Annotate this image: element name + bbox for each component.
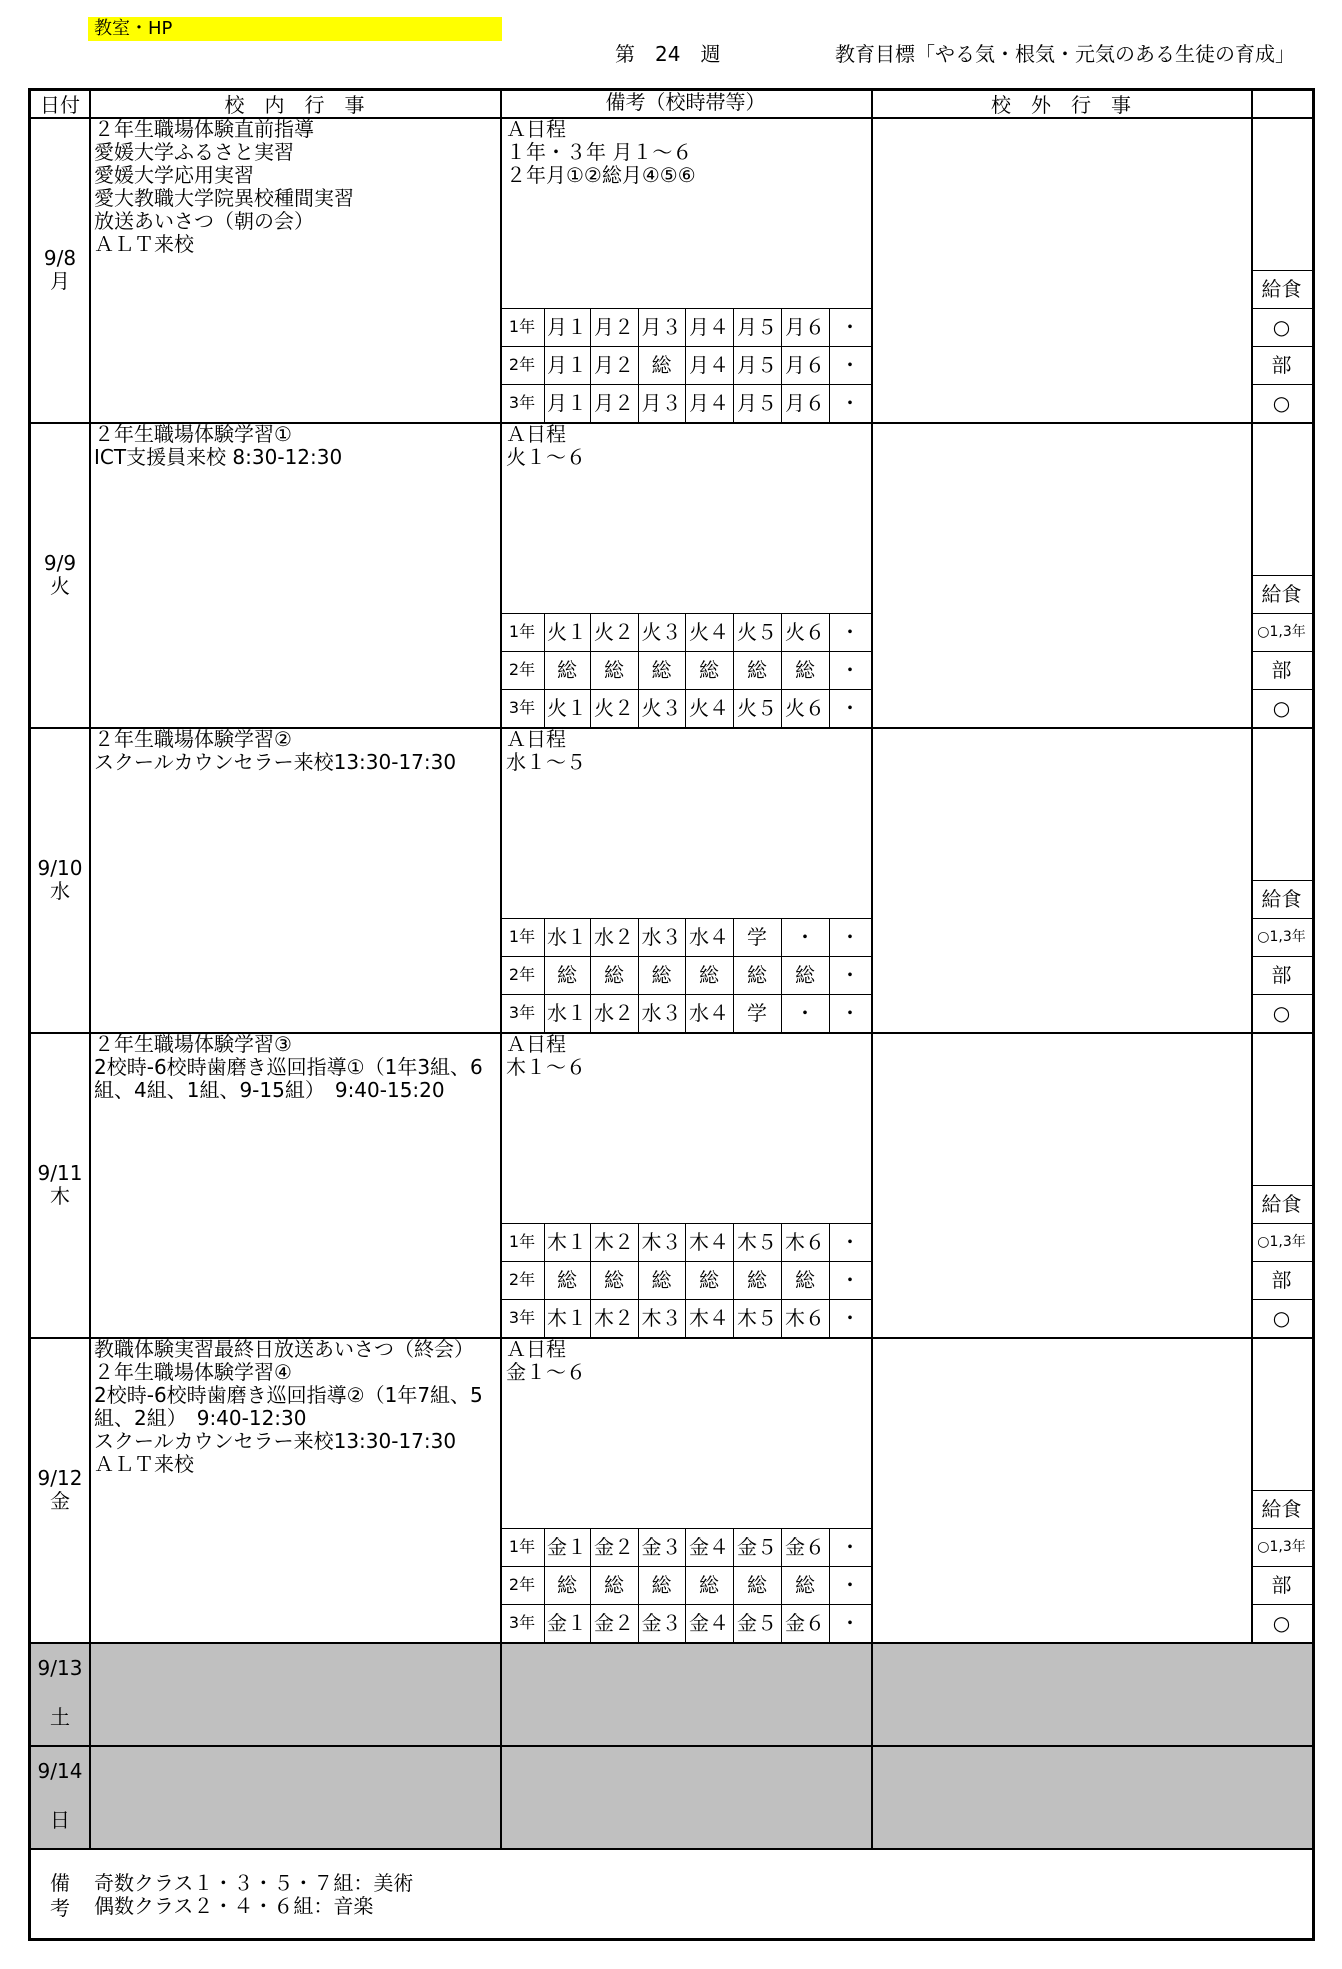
school-event-line: 愛媛大学ふるさと実習 (94, 140, 294, 164)
schedule-period-cell: ・ (840, 620, 860, 644)
schedule-period-cell: ・ (840, 1230, 860, 1254)
side-status-cell: ○ (1272, 1611, 1291, 1635)
day-date: 9/10 (37, 856, 83, 880)
schedule-period-cell: 月５ (737, 315, 777, 339)
weekend-date: 9/13 (37, 1656, 83, 1680)
schedule-period-cell: ・ (840, 1306, 860, 1330)
schedule-col-divider (544, 918, 545, 1032)
schedule-period-cell: 木６ (785, 1306, 825, 1330)
schedule-period-cell: 総 (795, 963, 815, 987)
schedule-period-cell: 総 (651, 963, 672, 987)
day-weekday: 月 (50, 269, 70, 293)
schedule-period-cell: 総 (747, 963, 767, 987)
schedule-year-label: 3年 (508, 1003, 536, 1022)
schedule-period-cell: 総 (651, 1573, 672, 1597)
schedule-period-cell: 総 (747, 1573, 767, 1597)
schedule-period-cell: ・ (840, 315, 860, 339)
schedule-period-cell: ・ (840, 658, 860, 682)
schedule-period-cell: ・ (840, 925, 860, 949)
schedule-period-cell: 月４ (689, 391, 729, 415)
schedule-period-cell: 金４ (689, 1611, 729, 1635)
schedule-col-divider (829, 918, 830, 1032)
schedule-col-divider (829, 1223, 830, 1337)
schedule-period-cell: 木１ (547, 1306, 587, 1330)
side-status-cell: ○1,3年 (1257, 929, 1306, 945)
column-header-outside-events: 校 外 行 事 (991, 93, 1131, 117)
side-status-cell: ○ (1272, 696, 1291, 720)
schedule-period-cell: 金６ (785, 1535, 825, 1559)
remarks-line: 金１～６ (506, 1360, 586, 1384)
schedule-period-cell: ・ (840, 963, 860, 987)
remarks-line: Ａ日程 (506, 422, 566, 446)
schedule-period-cell: 火３ (641, 620, 682, 644)
schedule-period-cell: 総 (795, 1268, 815, 1292)
school-event-line: 組、4組、1組、9-15組） 9:40-15:20 (94, 1078, 445, 1102)
schedule-period-cell: ・ (840, 1573, 860, 1597)
schedule-year-label: 2年 (508, 355, 536, 374)
schedule-col-divider (638, 918, 639, 1032)
side-status-cell: 給食 (1261, 887, 1302, 911)
schedule-period-cell: 金２ (594, 1535, 634, 1559)
day-weekday: 金 (50, 1489, 70, 1513)
schedule-period-cell: 火３ (641, 696, 682, 720)
schedule-period-cell: 総 (557, 658, 577, 682)
day-divider (31, 1642, 1312, 1644)
classroom-hp-tag: 教室・HP (88, 17, 502, 41)
day-weekday: 木 (50, 1184, 70, 1208)
schedule-col-divider (590, 1528, 591, 1642)
weekend-date: 9/14 (37, 1759, 83, 1783)
remarks-column-divider (871, 88, 873, 1848)
schedule-col-divider (544, 1223, 545, 1337)
schedule-period-cell: 水２ (594, 925, 634, 949)
schedule-period-cell: 月３ (641, 315, 682, 339)
schedule-period-cell: 火５ (737, 696, 777, 720)
schedule-period-cell: 木２ (594, 1306, 634, 1330)
schedule-col-divider (685, 1528, 686, 1642)
schedule-col-divider (733, 308, 734, 422)
schedule-period-cell: 月５ (737, 353, 777, 377)
schedule-col-divider (733, 918, 734, 1032)
schedule-col-divider (781, 1223, 782, 1337)
schedule-year-label: 2年 (508, 1270, 536, 1289)
schedule-year-label: 1年 (508, 317, 536, 336)
schedule-period-cell: 火４ (689, 620, 729, 644)
school-event-line: ２年生職場体験学習③ (94, 1032, 292, 1056)
schedule-period-cell: 木６ (785, 1230, 825, 1254)
schedule-period-cell: 金１ (547, 1535, 587, 1559)
schedule-col-divider (590, 613, 591, 727)
schedule-period-cell: 木４ (689, 1230, 729, 1254)
day-date: 9/9 (43, 551, 77, 575)
schedule-col-divider (590, 918, 591, 1032)
notes-line: 偶数クラス２・４・６組：音楽 (94, 1894, 374, 1918)
school-event-line: ２年生職場体験学習② (94, 727, 292, 751)
schedule-period-cell: 総 (747, 658, 767, 682)
schedule-col-divider (781, 613, 782, 727)
schedule-period-cell: 総 (651, 1268, 672, 1292)
education-goal: 教育目標「やる気・根気・元気のある生徒の育成」 (835, 42, 1295, 66)
schedule-period-cell: ・ (840, 391, 860, 415)
school-event-line: 放送あいさつ（朝の会） (94, 209, 314, 233)
schedule-period-cell: 総 (604, 658, 624, 682)
schedule-period-cell: 木１ (547, 1230, 587, 1254)
school-event-line: ２年生職場体験学習④ (94, 1360, 292, 1384)
remarks-line: Ａ日程 (506, 727, 566, 751)
schedule-period-cell: 総 (604, 963, 624, 987)
schedule-period-cell: 木３ (641, 1230, 682, 1254)
schedule-period-cell: 金４ (689, 1535, 729, 1559)
schedule-year-label: 1年 (508, 1537, 536, 1556)
schedule-period-cell: 火４ (689, 696, 729, 720)
schedule-col-divider (685, 918, 686, 1032)
schedule-period-cell: 月１ (547, 391, 587, 415)
schedule-period-cell: 総 (557, 963, 577, 987)
schedule-col-divider (638, 308, 639, 422)
schedule-col-divider (733, 1528, 734, 1642)
schedule-period-cell: 火２ (594, 620, 634, 644)
school-event-line: 愛大教職大学院異校種間実習 (94, 186, 354, 210)
column-header-remarks: 備考（校時帯等） (605, 90, 766, 114)
school-event-line: ＡＬＴ来校 (94, 1452, 194, 1476)
schedule-period-cell: 木３ (641, 1306, 682, 1330)
schedule-col-divider (590, 308, 591, 422)
schedule-period-cell: ・ (840, 1268, 860, 1292)
remarks-line: ２年月①②総月④⑤⑥ (506, 163, 696, 187)
school-event-line: 2校時-6校時歯磨き巡回指導②（1年7組、5 (94, 1383, 483, 1407)
remarks-line: 火１～６ (506, 445, 586, 469)
schedule-period-cell: 総 (795, 1573, 815, 1597)
school-event-line: ２年生職場体験直前指導 (94, 117, 314, 141)
schedule-col-divider (733, 1223, 734, 1337)
schedule-period-cell: 火１ (547, 696, 587, 720)
weekend-divider (31, 1848, 1312, 1850)
side-status-cell: ○ (1272, 1306, 1291, 1330)
side-status-cell: 給食 (1261, 277, 1302, 301)
schedule-period-cell: 月２ (594, 353, 634, 377)
schedule-period-cell: ・ (840, 696, 860, 720)
schedule-period-cell: 水３ (641, 925, 682, 949)
schedule-period-cell: 水４ (689, 1001, 729, 1025)
weekend-weekday: 土 (50, 1705, 70, 1729)
side-status-cell: 部 (1271, 353, 1292, 377)
day-date: 9/12 (37, 1466, 83, 1490)
schedule-period-cell: 月３ (641, 391, 682, 415)
schedule-period-cell: 火２ (594, 696, 634, 720)
schedule-period-cell: ・ (840, 1001, 860, 1025)
schedule-col-divider (590, 1223, 591, 1337)
schedule-col-divider (781, 308, 782, 422)
side-status-cell: ○ (1272, 391, 1291, 415)
schedule-period-cell: 総 (747, 1268, 767, 1292)
schedule-period-cell: 木４ (689, 1306, 729, 1330)
schedule-col-divider (781, 1528, 782, 1642)
schedule-period-cell: 木５ (737, 1230, 777, 1254)
schedule-col-divider (685, 308, 686, 422)
schedule-period-cell: 学 (747, 1001, 767, 1025)
day-date: 9/8 (43, 246, 77, 270)
schedule-year-label: 1年 (508, 1232, 536, 1251)
schedule-period-cell: 総 (699, 1573, 719, 1597)
remarks-line: Ａ日程 (506, 1337, 566, 1361)
side-status-cell: 給食 (1261, 1192, 1302, 1216)
schedule-col-divider (685, 613, 686, 727)
side-status-cell: ○1,3年 (1257, 1234, 1306, 1250)
schedule-year-label: 3年 (508, 393, 536, 412)
outside-column-divider (1251, 88, 1253, 1642)
events-column-divider (500, 88, 502, 1848)
schedule-col-divider (638, 613, 639, 727)
school-event-line: 教職体験実習最終日放送あいさつ（終会） (94, 1337, 474, 1361)
schedule-period-cell: 金２ (594, 1611, 634, 1635)
schedule-period-cell: 月２ (594, 391, 634, 415)
day-weekday: 水 (50, 879, 70, 903)
schedule-period-cell: ・ (840, 1535, 860, 1559)
schedule-period-cell: 総 (557, 1268, 577, 1292)
remarks-line: １年・３年 月１～６ (506, 140, 693, 164)
schedule-col-divider (544, 1528, 545, 1642)
schedule-period-cell: 水２ (594, 1001, 634, 1025)
side-status-cell: ○1,3年 (1257, 1539, 1306, 1555)
schedule-col-divider (638, 1528, 639, 1642)
schedule-period-cell: 金５ (737, 1535, 777, 1559)
schedule-period-cell: 火６ (785, 696, 825, 720)
schedule-period-cell: 総 (699, 963, 719, 987)
column-header-school-events: 校 内 行 事 (224, 93, 365, 117)
school-event-line: ２年生職場体験学習① (94, 422, 292, 446)
schedule-period-cell: 月６ (785, 353, 825, 377)
schedule-period-cell: 水１ (547, 1001, 587, 1025)
schedule-col-divider (544, 613, 545, 727)
notes-label: 考 (50, 1896, 70, 1920)
schedule-year-label: 2年 (508, 965, 536, 984)
schedule-period-cell: 総 (699, 658, 719, 682)
schedule-year-label: 2年 (508, 660, 536, 679)
side-status-cell: 部 (1271, 1268, 1292, 1292)
schedule-period-cell: 総 (557, 1573, 577, 1597)
weekly-schedule-table (28, 88, 1315, 1941)
weekend-weekday: 日 (50, 1808, 70, 1832)
remarks-line: 水１～５ (506, 750, 586, 774)
schedule-period-cell: 月１ (547, 353, 587, 377)
side-status-cell: 部 (1271, 963, 1292, 987)
date-column-divider (89, 88, 91, 1848)
schedule-period-cell: 学 (747, 925, 767, 949)
schedule-period-cell: 火６ (785, 620, 825, 644)
schedule-period-cell: 総 (651, 658, 672, 682)
day-weekday: 火 (50, 574, 70, 598)
schedule-period-cell: 金５ (737, 1611, 777, 1635)
schedule-period-cell: 総 (651, 353, 672, 377)
schedule-col-divider (685, 1223, 686, 1337)
school-event-line: 2校時-6校時歯磨き巡回指導①（1年3組、6 (94, 1055, 483, 1079)
schedule-period-cell: 金３ (641, 1535, 682, 1559)
schedule-period-cell: 金３ (641, 1611, 682, 1635)
schedule-year-label: 3年 (508, 1308, 536, 1327)
schedule-col-divider (781, 918, 782, 1032)
schedule-year-label: 2年 (508, 1575, 536, 1594)
side-status-cell: ○ (1272, 1001, 1291, 1025)
side-status-cell: 給食 (1261, 582, 1302, 606)
notes-line: 奇数クラス１・３・５・７組：美術 (94, 1871, 414, 1895)
schedule-year-label: 3年 (508, 698, 536, 717)
day-date: 9/11 (37, 1161, 83, 1185)
school-event-line: ＡＬＴ来校 (94, 232, 194, 256)
schedule-period-cell: ・ (840, 353, 860, 377)
schedule-year-label: 1年 (508, 927, 536, 946)
schedule-col-divider (544, 308, 545, 422)
schedule-period-cell: 月６ (785, 315, 825, 339)
schedule-period-cell: 火５ (737, 620, 777, 644)
side-status-cell: ○1,3年 (1257, 624, 1306, 640)
schedule-period-cell: 月５ (737, 391, 777, 415)
schedule-period-cell: 総 (795, 658, 815, 682)
schedule-year-label: 3年 (508, 1613, 536, 1632)
side-status-cell: ○ (1272, 315, 1291, 339)
schedule-period-cell: 水４ (689, 925, 729, 949)
schedule-year-label: 1年 (508, 622, 536, 641)
school-event-line: 愛媛大学応用実習 (94, 163, 254, 187)
school-event-line: スクールカウンセラー来校13:30-17:30 (94, 1429, 457, 1453)
school-event-line: 組、2組） 9:40-12:30 (94, 1406, 307, 1430)
weekend-shade (31, 1745, 1312, 1848)
week-number: 第 24 週 (615, 42, 721, 66)
schedule-period-cell: 総 (604, 1268, 624, 1292)
remarks-line: 木１～６ (506, 1055, 586, 1079)
schedule-period-cell: 月４ (689, 315, 729, 339)
schedule-period-cell: 月２ (594, 315, 634, 339)
schedule-period-cell: 月６ (785, 391, 825, 415)
schedule-period-cell: 総 (604, 1573, 624, 1597)
schedule-col-divider (733, 613, 734, 727)
remarks-line: Ａ日程 (506, 1032, 566, 1056)
schedule-col-divider (829, 613, 830, 727)
schedule-col-divider (829, 1528, 830, 1642)
schedule-col-divider (638, 1223, 639, 1337)
schedule-period-cell: ・ (840, 1611, 860, 1635)
schedule-period-cell: 火１ (547, 620, 587, 644)
schedule-period-cell: ・ (795, 1001, 815, 1025)
schedule-period-cell: 月１ (547, 315, 587, 339)
weekend-shade (31, 1642, 1312, 1745)
schedule-period-cell: 木２ (594, 1230, 634, 1254)
schedule-period-cell: 金１ (547, 1611, 587, 1635)
weekend-divider (31, 1745, 1312, 1747)
schedule-col-divider (829, 308, 830, 422)
schedule-period-cell: ・ (795, 925, 815, 949)
side-status-cell: 部 (1271, 1573, 1292, 1597)
schedule-period-cell: 総 (699, 1268, 719, 1292)
school-event-line: スクールカウンセラー来校13:30-17:30 (94, 750, 457, 774)
column-header-date: 日付 (40, 93, 80, 117)
school-event-line: ICT支援員来校 8:30-12:30 (94, 445, 343, 469)
schedule-period-cell: 木５ (737, 1306, 777, 1330)
schedule-period-cell: 金６ (785, 1611, 825, 1635)
schedule-period-cell: 水１ (547, 925, 587, 949)
side-status-cell: 部 (1271, 658, 1292, 682)
remarks-line: Ａ日程 (506, 117, 566, 141)
schedule-period-cell: 水３ (641, 1001, 682, 1025)
side-status-cell: 給食 (1261, 1497, 1302, 1521)
schedule-period-cell: 月４ (689, 353, 729, 377)
notes-label: 備 (50, 1871, 70, 1895)
